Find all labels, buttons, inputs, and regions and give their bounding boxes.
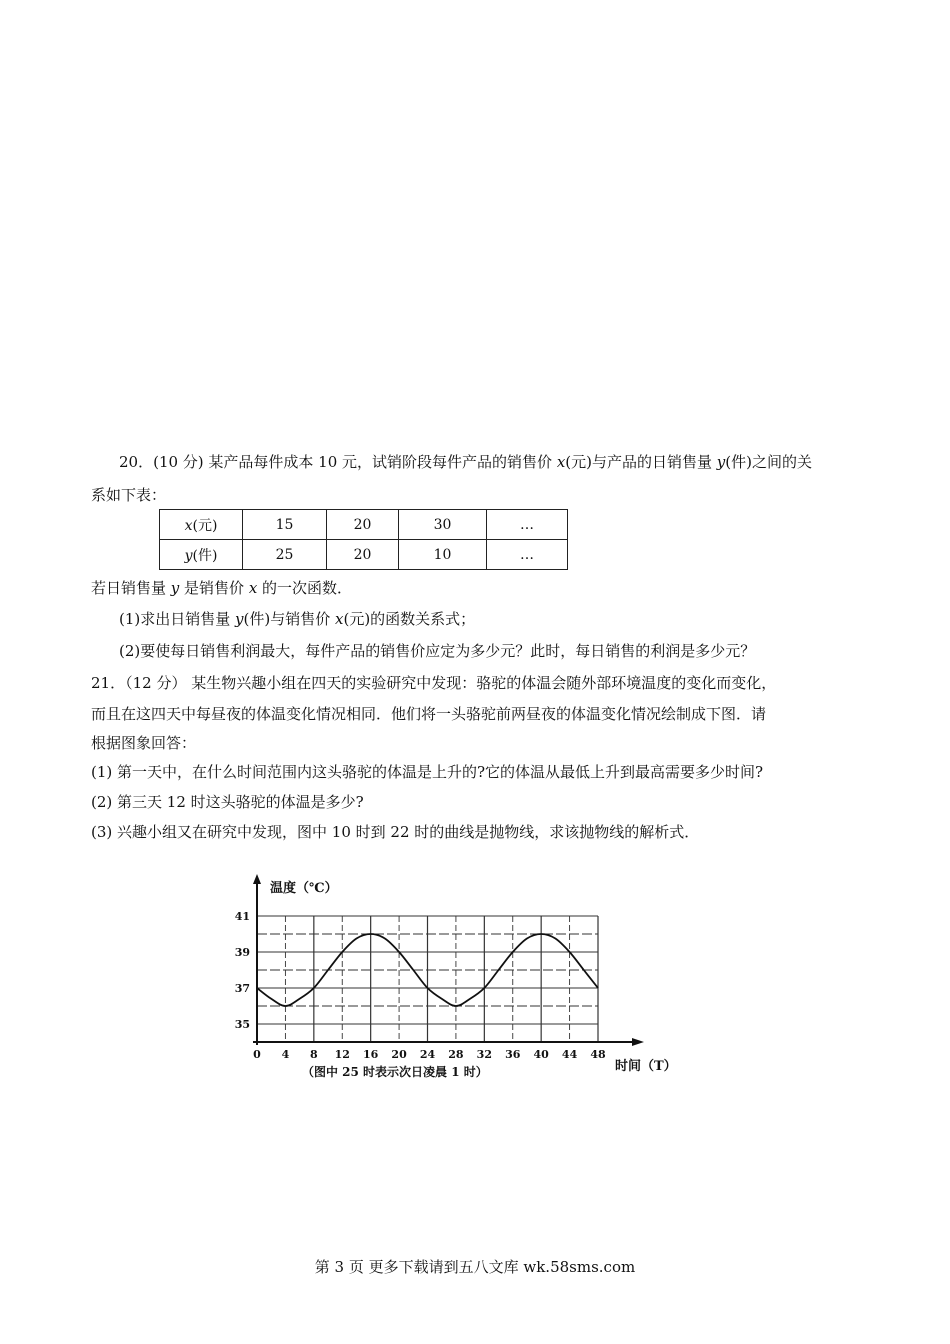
page-footer: 第 3 页 更多下载请到五八文库 wk.58sms.com: [314, 1258, 636, 1276]
table-cell: …: [487, 510, 568, 540]
table-cell: y(件): [160, 540, 243, 570]
x-tick-label: 40: [533, 1048, 549, 1061]
table-cell: 15: [243, 510, 327, 540]
q20-sub-2: (2)要使每日销售利润最大，每件产品的销售价应定为多少元？此时，每日销售的利润是多少元？: [119, 642, 756, 660]
x-tick-label: 44: [561, 1048, 578, 1061]
x-tick-label: 0: [253, 1048, 261, 1061]
price-sales-table: [159, 509, 568, 570]
x-tick-label: 16: [363, 1048, 379, 1061]
q21-sub-1: (1) 第一天中，在什么时间范围内这头骆驼的体温是上升的?它的体温从最低上升到最高需要多少时间?: [91, 763, 764, 781]
x-axis-label: 时间（T）: [615, 1059, 677, 1074]
table-cell: 20: [327, 510, 399, 540]
camel-temperature-chart: [220, 872, 700, 1087]
table-cell: 30: [399, 510, 487, 540]
table-row: [160, 510, 568, 540]
y-tick-label: 41: [234, 910, 250, 923]
x-tick-label: 12: [334, 1048, 350, 1061]
table-row: [160, 540, 568, 570]
chart-ticks: [235, 910, 606, 1061]
q21-line-1: 21．（12 分） 某生物兴趣小组在四天的实验研究中发现：骆驼的体温会随外部环境温度的变化而变化，: [91, 674, 777, 692]
x-tick-label: 8: [310, 1048, 318, 1061]
q21-sub-2: (2) 第三天 12 时这头骆驼的体温是多少?: [91, 793, 364, 811]
x-tick-label: 32: [476, 1048, 492, 1061]
table-cell: …: [487, 540, 568, 570]
q20-line-2: 系如下表：: [91, 486, 167, 504]
q20-sub-1: (1)求出日销售量 y(件)与销售价 x(元)的函数关系式；: [119, 610, 476, 628]
y-tick-label: 37: [234, 982, 250, 995]
x-axis-arrow-icon: [632, 1038, 644, 1046]
y-axis-arrow-icon: [253, 874, 261, 884]
x-tick-label: 28: [448, 1048, 464, 1061]
table-cell: 10: [399, 540, 487, 570]
x-tick-label: 36: [505, 1048, 521, 1061]
x-tick-label: 4: [281, 1048, 290, 1061]
q21-sub-3: (3) 兴趣小组又在研究中发现，图中 10 时到 22 时的曲线是抛物线，求该抛物线的解析式．: [91, 823, 700, 841]
q21-line-2: 而且在这四天中每昼夜的体温变化情况相同．他们将一头骆驼前两昼夜的体温变化情况绘制成下图．请: [91, 705, 767, 723]
q20-line-1: 20．(10 分) 某产品每件成本 10 元，试销阶段每件产品的销售价 x(元)与产品的日销售量 y(件)之间的关: [119, 453, 812, 471]
y-axis-label: 温度（℃）: [270, 881, 338, 896]
x-tick-label: 48: [590, 1048, 606, 1061]
chart-caption: （图中 25 时表示次日凌晨 1 时）: [302, 1065, 488, 1079]
table-cell: 25: [243, 540, 327, 570]
q21-line-3: 根据图象回答：: [91, 734, 197, 752]
y-tick-label: 35: [234, 1018, 250, 1031]
q20-line-3: 若日销售量 y 是销售价 x 的一次函数．: [91, 579, 353, 597]
y-tick-label: 39: [234, 946, 250, 959]
table-cell: 20: [327, 540, 399, 570]
table-cell: x(元): [160, 510, 243, 540]
x-tick-label: 20: [391, 1048, 407, 1061]
x-tick-label: 24: [419, 1048, 436, 1061]
